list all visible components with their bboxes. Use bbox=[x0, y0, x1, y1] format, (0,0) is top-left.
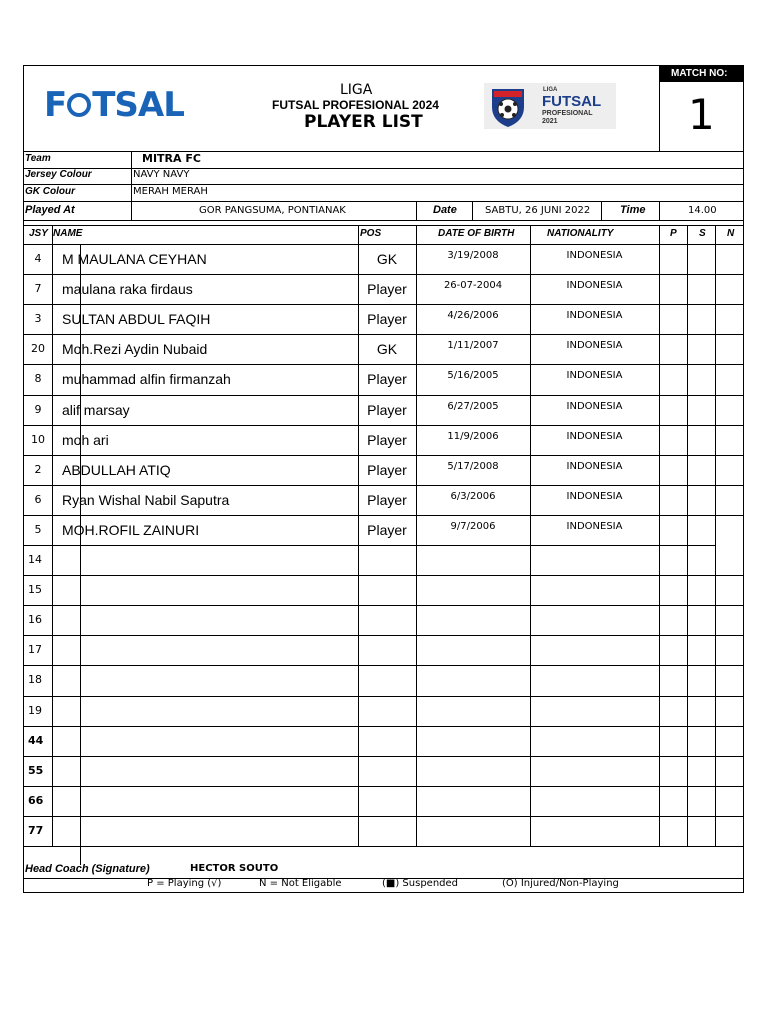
table-row bbox=[24, 244, 743, 274]
player-name: ABDULLAH ATIQ bbox=[62, 461, 171, 478]
player-name: SULTAN ABDUL FAQIH bbox=[62, 311, 211, 328]
player-nationality: INDONESIA bbox=[566, 370, 623, 382]
jersey-label: Jersey Colour bbox=[25, 169, 92, 180]
futsal-logo: F TSAL bbox=[44, 85, 184, 125]
league-logo-main: FUTSAL bbox=[542, 93, 602, 110]
table-row bbox=[24, 635, 743, 665]
ball-icon bbox=[67, 93, 91, 117]
jersey-number: 44 bbox=[28, 733, 44, 747]
table-row bbox=[24, 455, 743, 485]
player-nationality: INDONESIA bbox=[566, 280, 623, 292]
jersey-number: 77 bbox=[28, 823, 44, 837]
player-position: GK bbox=[376, 341, 398, 358]
time-value: 14.00 bbox=[688, 205, 717, 216]
jersey-number: 19 bbox=[28, 703, 42, 717]
table-row bbox=[24, 816, 743, 846]
jersey-number: 66 bbox=[28, 793, 44, 807]
player-nationality: INDONESIA bbox=[566, 520, 623, 532]
player-name: maulana raka firdaus bbox=[62, 281, 193, 298]
col-dob: DATE OF BIRTH bbox=[438, 228, 515, 239]
player-list-sheet bbox=[23, 65, 744, 893]
jersey-number: 8 bbox=[34, 372, 42, 386]
col-n: N bbox=[727, 228, 735, 239]
jersey-number: 14 bbox=[28, 553, 42, 566]
player-dob: 11/9/2006 bbox=[447, 430, 499, 442]
jersey-number: 3 bbox=[34, 312, 42, 326]
player-nationality: INDONESIA bbox=[566, 400, 623, 412]
legend-playing: P = Playing (√) bbox=[147, 878, 222, 889]
league-logo-sub: PROFESIONAL bbox=[542, 110, 593, 117]
player-nationality: INDONESIA bbox=[566, 310, 623, 322]
player-name: Moh.Rezi Aydin Nubaid bbox=[62, 341, 208, 358]
table-row bbox=[24, 274, 743, 304]
jersey-number: 2 bbox=[34, 462, 42, 476]
table-row bbox=[24, 786, 743, 816]
jersey-number: 9 bbox=[34, 402, 42, 416]
player-position: Player bbox=[367, 461, 407, 478]
col-s: S bbox=[699, 228, 706, 239]
match-label-text: MATCH NO: bbox=[671, 68, 728, 79]
coach-name: HECTOR SOUTO bbox=[190, 863, 279, 874]
player-dob: 5/17/2008 bbox=[447, 460, 499, 472]
table-row bbox=[24, 364, 743, 394]
table-row bbox=[24, 334, 743, 364]
player-dob: 6/27/2005 bbox=[447, 400, 499, 412]
player-dob: 26-07-2004 bbox=[443, 280, 503, 292]
col-name: NAME bbox=[53, 228, 83, 239]
date-label: Date bbox=[433, 204, 457, 216]
player-name: Ryan Wishal Nabil Saputra bbox=[62, 491, 230, 508]
league-logo bbox=[484, 83, 616, 129]
league-logo-top: LIGA bbox=[543, 87, 558, 93]
player-position: Player bbox=[367, 371, 407, 388]
jersey-number: 10 bbox=[31, 432, 45, 446]
jersey-value: NAVY NAVY bbox=[133, 169, 190, 180]
page-title: PLAYER LIST bbox=[304, 112, 423, 132]
team-label: Team bbox=[25, 153, 51, 164]
player-nationality: INDONESIA bbox=[566, 250, 623, 261]
col-p: P bbox=[670, 228, 677, 239]
player-position: Player bbox=[367, 281, 407, 298]
team-value: MITRA FC bbox=[142, 152, 201, 165]
jersey-number: 7 bbox=[34, 282, 42, 296]
table-row bbox=[24, 756, 743, 786]
table-row bbox=[24, 605, 743, 635]
player-position: Player bbox=[367, 521, 407, 538]
player-nationality: INDONESIA bbox=[566, 460, 623, 472]
table-row bbox=[24, 485, 743, 515]
table-row bbox=[24, 515, 743, 545]
title-league: FUTSAL PROFESIONAL 2024 bbox=[272, 98, 439, 112]
title-liga: LIGA bbox=[340, 82, 373, 98]
jersey-number: 55 bbox=[28, 763, 44, 777]
player-dob: 9/7/2006 bbox=[450, 520, 496, 532]
player-position: Player bbox=[367, 311, 407, 328]
player-position: Player bbox=[367, 431, 407, 448]
jersey-number: 17 bbox=[28, 643, 42, 657]
player-dob: 4/26/2006 bbox=[447, 310, 499, 322]
player-name: alif marsay bbox=[62, 401, 130, 418]
table-row bbox=[24, 425, 743, 455]
jersey-number: 18 bbox=[28, 673, 42, 687]
time-label: Time bbox=[620, 204, 646, 216]
player-dob: 3/19/2008 bbox=[447, 250, 499, 261]
table-row bbox=[24, 696, 743, 726]
table-row bbox=[24, 395, 743, 425]
played-value: GOR PANGSUMA, PONTIANAK bbox=[199, 205, 346, 216]
date-value: SABTU, 26 JUNI 2022 bbox=[485, 205, 591, 216]
jersey-number: 15 bbox=[28, 583, 42, 597]
jersey-number: 20 bbox=[31, 342, 45, 356]
table-row bbox=[24, 726, 743, 756]
gk-value: MERAH MERAH bbox=[133, 186, 208, 197]
player-position: Player bbox=[367, 401, 407, 418]
player-dob: 1/11/2007 bbox=[447, 340, 499, 352]
jersey-number: 4 bbox=[34, 252, 42, 265]
table-row bbox=[24, 545, 743, 575]
table-row bbox=[24, 665, 743, 695]
jersey-number: 5 bbox=[34, 522, 42, 536]
played-label: Played At bbox=[25, 204, 75, 216]
col-nationality: NATIONALITY bbox=[547, 228, 614, 239]
legend-not-eligible: N = Not Eligable bbox=[259, 878, 342, 889]
player-name: muhammad alfin firmanzah bbox=[62, 371, 231, 388]
player-name: M MAULANA CEYHAN bbox=[62, 251, 207, 267]
legend-suspended: (■) Suspended bbox=[382, 878, 459, 889]
jersey-number: 6 bbox=[34, 492, 42, 506]
table-row bbox=[24, 304, 743, 334]
col-jsy: JSY bbox=[29, 228, 48, 239]
col-pos: POS bbox=[360, 228, 382, 239]
table-row bbox=[24, 575, 743, 605]
match-number: 1 bbox=[688, 90, 715, 139]
coach-label: Head Coach (Signature) bbox=[25, 863, 150, 875]
player-nationality: INDONESIA bbox=[566, 490, 623, 502]
player-dob: 5/16/2005 bbox=[447, 370, 499, 382]
player-position: GK bbox=[376, 251, 398, 267]
jersey-number: 16 bbox=[28, 613, 42, 627]
player-dob: 6/3/2006 bbox=[450, 490, 496, 502]
gk-label: GK Colour bbox=[25, 186, 75, 197]
player-position: Player bbox=[367, 491, 407, 508]
legend-injured: (O) Injured/Non-Playing bbox=[502, 878, 619, 889]
player-name: MOH.ROFIL ZAINURI bbox=[62, 521, 200, 538]
player-name: moh ari bbox=[62, 431, 109, 448]
league-logo-year: 2021 bbox=[542, 118, 558, 125]
player-nationality: INDONESIA bbox=[566, 430, 623, 442]
player-nationality: INDONESIA bbox=[566, 340, 623, 352]
